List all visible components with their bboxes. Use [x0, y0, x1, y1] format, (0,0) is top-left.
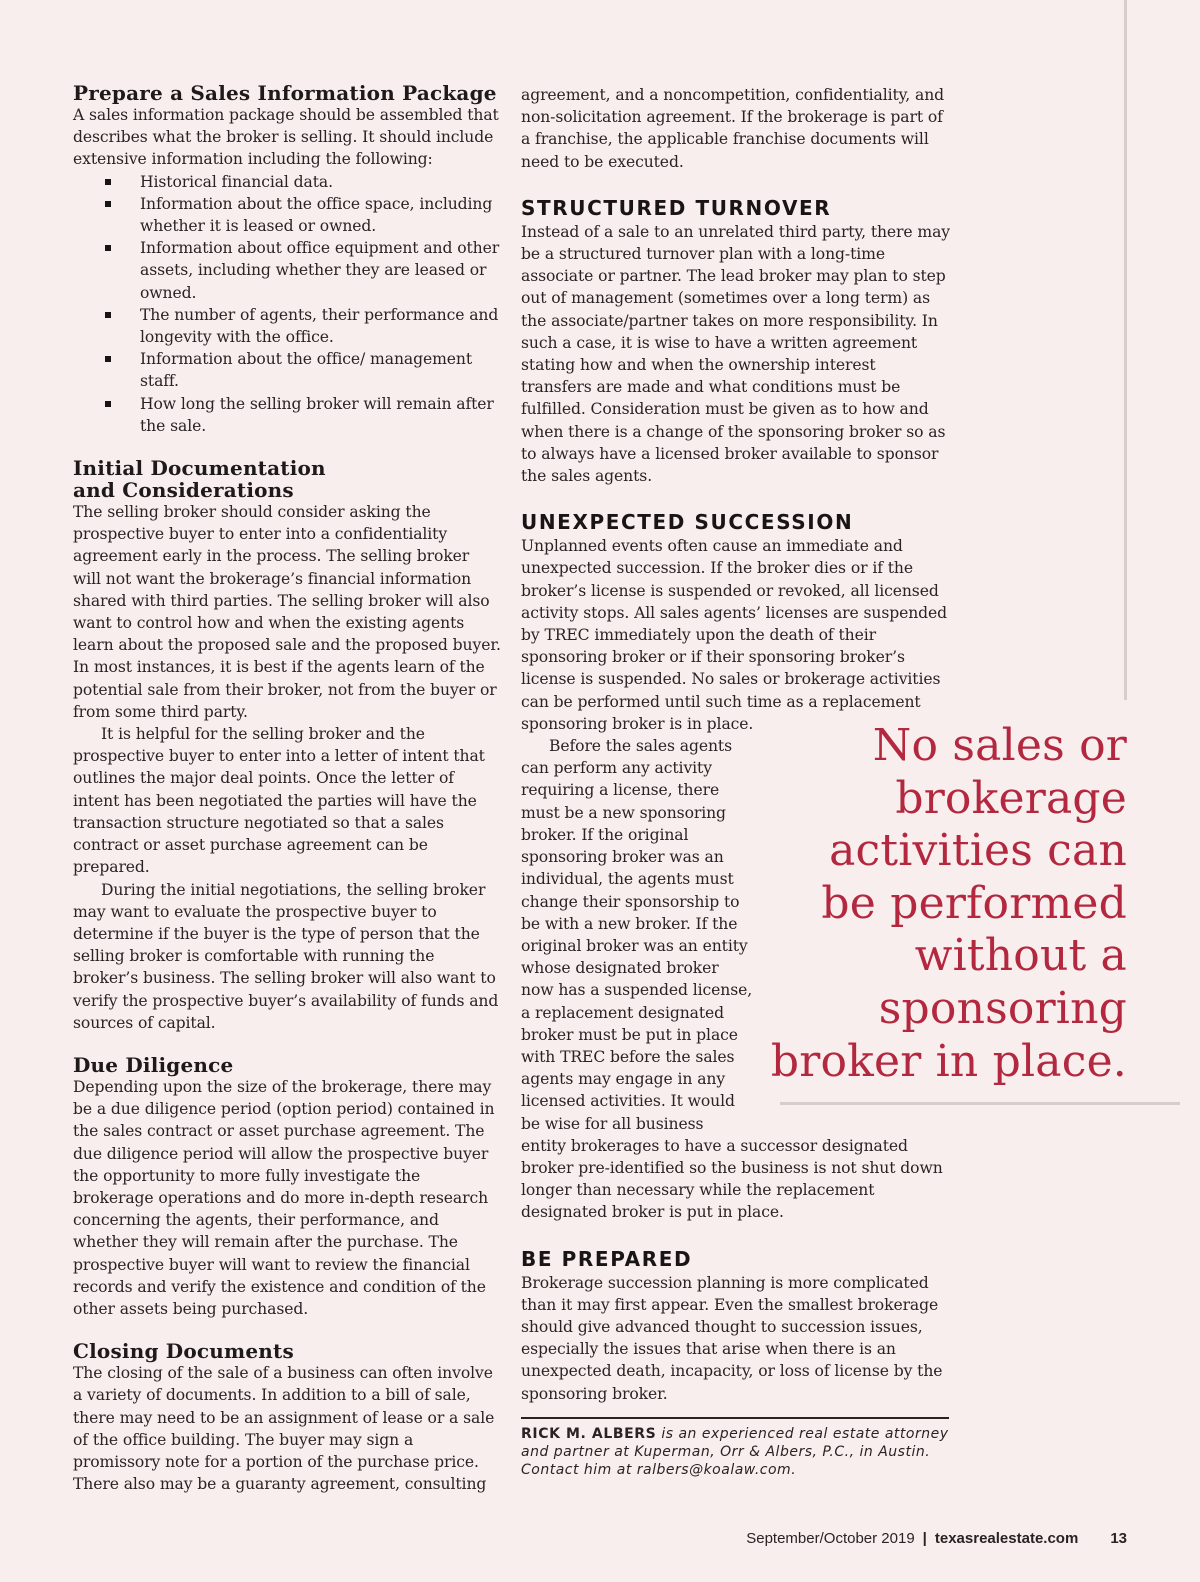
pull-quote-line: without a: [914, 930, 1127, 982]
pull-quote-line: broker in place.: [770, 1035, 1127, 1087]
vertical-divider: [1124, 0, 1127, 700]
author-bio: [521, 1425, 951, 1479]
heading-closing-docs: Closing Documents: [73, 1339, 294, 1364]
pull-quote-line: No sales or: [872, 720, 1127, 771]
heading-initial-docs-line1: Initial Documentation: [73, 456, 326, 481]
issue-date: September/October 2019: [746, 1530, 915, 1547]
heading-due-diligence: Due Diligence: [73, 1052, 234, 1077]
list-item: Information about office equipment and other assets, including whether they are leased or owned.: [73, 237, 501, 304]
closing-docs-paragraph: The closing of the sale of a business can often involve a variety of documents. In addition to a bill of sale, there may need to be an assignment of lease or a sale of the office building. The buyer may sign a promissory note for a portion of the purchase price. There also may be a guaranty agreement, consulting: [73, 1364, 495, 1494]
pull-quote-divider: [780, 1102, 1180, 1105]
sales-package-list: [73, 171, 501, 437]
heading-unexpected-succession: UNEXPECTED SUCCESSION: [521, 510, 854, 535]
sales-package-intro: A sales information package should be assembled that describes what the broker is selling. It should include extensive information including the following:: [73, 106, 499, 169]
initial-docs-paragraph-3: During the initial negotiations, the selling broker may want to evaluate the prospective buyer to determine if the buyer is the type of person that the selling broker is comfortable with running the broker’s business. The selling broker will also want to verify the prospective buyer’s availability of funds and sources of capital.: [73, 880, 499, 1032]
structured-turnover-paragraph: Instead of a sale to an unrelated third party, there may be a structured turnover plan with a long-time associate or partner. The lead broker may plan to step out of management (sometimes over a long term) as the associate/partner takes on more responsibility. In such a case, it is wise to have a written agreement stating how and when the ownership interest transfers are made and what conditions must be fulfilled. Consideration must be given as to how and when there is a change of the sponsoring broker so as to always have a licensed broker available to sponsor the sales agents.: [521, 222, 950, 486]
heading-structured-turnover: STRUCTURED TURNOVER: [521, 195, 832, 220]
unexpected-succession-paragraph-2-wide: entity brokerages to have a successor designated broker pre-identified so the business is not shut down longer than necessary while the replacement designated broker is put in place.: [521, 1136, 943, 1222]
footer-separator: |: [922, 1530, 927, 1547]
author-bio-text: is an experienced real estate attorney and partner at Kuperman, Orr & Albers, P.C., in Austin. Contact him at ralbers@koalaw.com.: [521, 1425, 949, 1478]
unexpected-succession-paragraph-1: Unplanned events often cause an immediate and unexpected succession. If the broker dies or if the broker’s license is suspended or revoked, all licensed activity stops. All sales agents’ licenses are suspended by TREC immediately upon the death of their sponsoring broker or if their sponsoring broker’s license is suspended. No sales or brokerage activities can be performed until such time as a replacement sponsoring broker is in place.: [521, 537, 948, 733]
continued-paragraph: agreement, and a noncompetition, confidentiality, and non-solicitation agreement. If the brokerage is part of a franchise, the applicable franchise documents will need to be executed.: [521, 86, 945, 171]
left-column: [73, 82, 501, 1495]
list-item: How long the selling broker will remain after the sale.: [73, 393, 501, 437]
heading-be-prepared: BE PREPARED: [521, 1246, 693, 1271]
list-item: Information about the office/ management staff.: [73, 348, 501, 392]
pull-quote-line: sponsoring: [878, 982, 1127, 1034]
pull-quote-line: be performed: [821, 877, 1127, 929]
be-prepared-paragraph: Brokerage succession planning is more complicated than it may first appear. Even the smallest brokerage should give advanced thought to succession issues, especially the issues that arise when there is an unexpected death, incapacity, or loss of license by the sponsoring broker.: [521, 1273, 943, 1403]
pull-quote-line: activities can: [829, 825, 1127, 877]
list-item: Historical financial data.: [73, 171, 501, 193]
list-item: Information about the office space, including whether it is leased or owned.: [73, 193, 501, 237]
initial-docs-paragraph-2: It is helpful for the selling broker and the prospective buyer to enter into a letter of intent that outlines the major deal points. Once the letter of intent has been negotiated the parties will have the transaction structure negotiated so that a sales contract or asset purchase agreement can be prepared.: [73, 725, 485, 877]
page-number: 13: [1110, 1530, 1127, 1547]
due-diligence-paragraph: Depending upon the size of the brokerage, there may be a due diligence period (option period) contained in the sales contract or asset purchase agreement. The due diligence period will allow the prospective buyer the opportunity to more fully investigate the brokerage operations and do more in-depth research concerning the agents, their performance, and whether they will remain after the purchase. The prospective buyer will want to review the financial records and verify the existence and condition of the other assets being purchased.: [73, 1077, 495, 1318]
initial-docs-paragraph-1: The selling broker should consider asking the prospective buyer to enter into a confidentiality agreement early in the process. The selling broker will not want the brokerage’s financial information shared with third parties. The selling broker will also want to control how and when the existing agents learn about the proposed sale and the proposed buyer. In most instances, it is best if the agents learn of the potential sale from their broker, not from the buyer or from some third party.: [73, 503, 501, 721]
heading-initial-docs-line2: and Considerations: [73, 478, 294, 503]
unexpected-succession-paragraph-2-narrow: Before the sales agents can perform any activity requiring a license, there must be a new sponsoring broker. If the original sponsoring broker was an individual, the agents must change their sponsorship to be with a new broker. If the original broker was an entity whose designated broker now has a suspended license, a replacement designated broker must be put in place with TREC before the sales agents may engage in any licensed activities. It would be wise for all business: [521, 737, 753, 1133]
bio-divider: [521, 1417, 949, 1419]
page-footer: [746, 1530, 1127, 1547]
pull-quote-line: brokerage: [895, 772, 1127, 824]
author-name: RICK M. ALBERS: [521, 1425, 657, 1442]
heading-sales-package: Prepare a Sales Information Package: [73, 81, 497, 105]
website-link[interactable]: texasrealestate.com: [934, 1530, 1079, 1547]
list-item: The number of agents, their performance and longevity with the office.: [73, 304, 501, 348]
pull-quote: [707, 720, 1127, 1088]
